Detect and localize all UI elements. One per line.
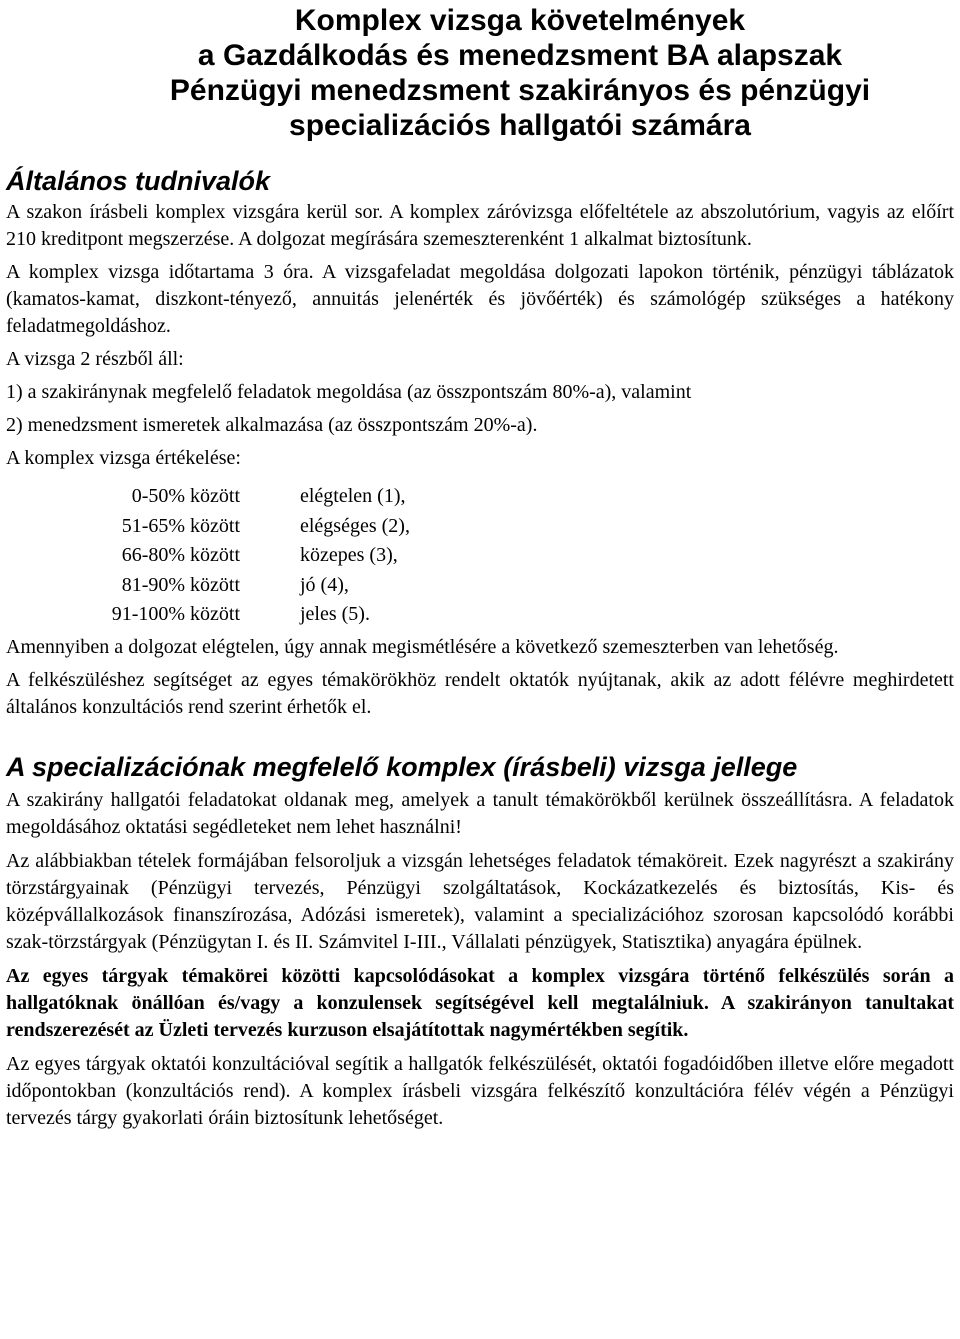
- special-heading: A specializációnak megfelelő komplex (írásbeli) vizsga jellege: [6, 751, 798, 782]
- grade-range: 51-65% között: [121, 514, 240, 537]
- grade-range: 66-80% között: [121, 544, 240, 566]
- exam-part-2: 2) menedzsment ismeretek alkalmazása (az összpontszám 20%-a).: [6, 414, 538, 436]
- special-paragraph-3: Az egyes tárgyak témakörei közötti kapcsolódásokat a komplex vizsgára történő felkészülés során a hallgatóknak önállóan és/vagy a konzulensek segítségével kell megtalálniuk. A szakirányon tanultakat rendszerezését az Üzleti tervezés kurzuson elsajátítottak nagymértékben segítik.: [6, 964, 954, 1041]
- special-paragraph-1: A szakirány hallgatói feladatokat oldanak meg, amelyek a tanult témakörökből kerülnek összeállításra. A feladatok megoldásához oktatási segédleteket nem lehet használni!: [6, 788, 954, 838]
- grade-range: 81-90% között: [121, 573, 240, 596]
- retake-paragraph: Amennyiben a dolgozat elégtelen, úgy annak megismétlésére a következő szemeszterben van lehetőség.: [6, 635, 839, 658]
- grade-range: 91-100% között: [111, 603, 240, 625]
- grade-label: elégtelen (1),: [300, 485, 406, 507]
- grade-row: [6, 571, 954, 601]
- special-paragraph-4: Az egyes tárgyak oktatói konzultációval segítik a hallgatók felkészülését, oktatói fogadóidőben illetve előre megadott időpontokban (konzultációs rend). A komplex írásbeli vizsgára felkészítő konzultációra félév végén a Pénzügyi tervezés tárgy gyakorlati óráin biztosítunk lehetőséget.: [6, 1052, 954, 1129]
- grade-label: elégséges (2),: [300, 514, 410, 537]
- special-paragraph-2: Az alábbiakban tételek formájában felsoroljuk a vizsgán lehetséges feladatok témaköreit. Ezek nagyrészt a szakirány törzstárgyainak (Pénzügyi tervezés, Pénzügyi szolgáltatások, Kockázatkezelés és biztosítás, Kis- és középvállalkozások finanszírozása, Adózási ismeretek), valamint a specializációhoz szorosan kapcsolódó korábbi szak-törzstárgyak (Pénzügytan I. és II. Számvitel I-III., Vállalati pénzügyek, Statisztika) anyagára épülnek.: [6, 849, 954, 953]
- title-line-2: a Gazdálkodás és menedzsment BA alapszak: [197, 39, 843, 72]
- grade-label: jeles (5).: [300, 603, 370, 625]
- grade-row: [6, 512, 954, 542]
- grade-row: [6, 541, 954, 571]
- grade-label: közepes (3),: [300, 544, 398, 566]
- preparation-paragraph: A felkészüléshez segítséget az egyes témakörökhöz rendelt oktatók nyújtanak, akik az adott félévre meghirdetett általános konzultációs rend szerint érhetők el.: [6, 668, 954, 718]
- title-line-1: Komplex vizsga követelmények: [294, 4, 746, 37]
- grading-intro: A komplex vizsga értékelése:: [6, 447, 241, 469]
- general-heading: Általános tudnivalók: [6, 166, 271, 196]
- title-line-4: specializációs hallgatói számára: [289, 109, 751, 142]
- document-page: [6, 0, 954, 1132]
- exam-parts-intro: A vizsga 2 részből áll:: [6, 348, 184, 370]
- grade-row: [6, 482, 954, 512]
- grade-range: 0-50% között: [131, 485, 240, 507]
- grade-label: jó (4),: [300, 573, 349, 596]
- grade-row: [6, 600, 954, 630]
- general-paragraph-2: A komplex vizsga időtartama 3 óra. A vizsgafeladat megoldása dolgozati lapokon történik, pénzügyi táblázatok (kamatos-kamat, diszkont-tényező, annuitás jelenérték és jövőérték) és számológép szükséges a hatékony feladatmegoldáshoz.: [6, 261, 954, 337]
- title-line-3: Pénzügyi menedzsment szakirányos és pénzügyi: [169, 74, 871, 107]
- general-paragraph-1: A szakon írásbeli komplex vizsgára kerül sor. A komplex záróvizsga előfeltétele az abszolutórium, vagyis az előírt 210 kreditpont megszerzése. A dolgozat megírására szemeszterenként 1 alkalmat biztosítunk.: [6, 201, 954, 250]
- exam-part-1: 1) a szakiránynak megfelelő feladatok megoldása (az összpontszám 80%-a), valamint: [6, 381, 692, 403]
- grading-table: [6, 482, 954, 630]
- document-title: [6, 3, 954, 143]
